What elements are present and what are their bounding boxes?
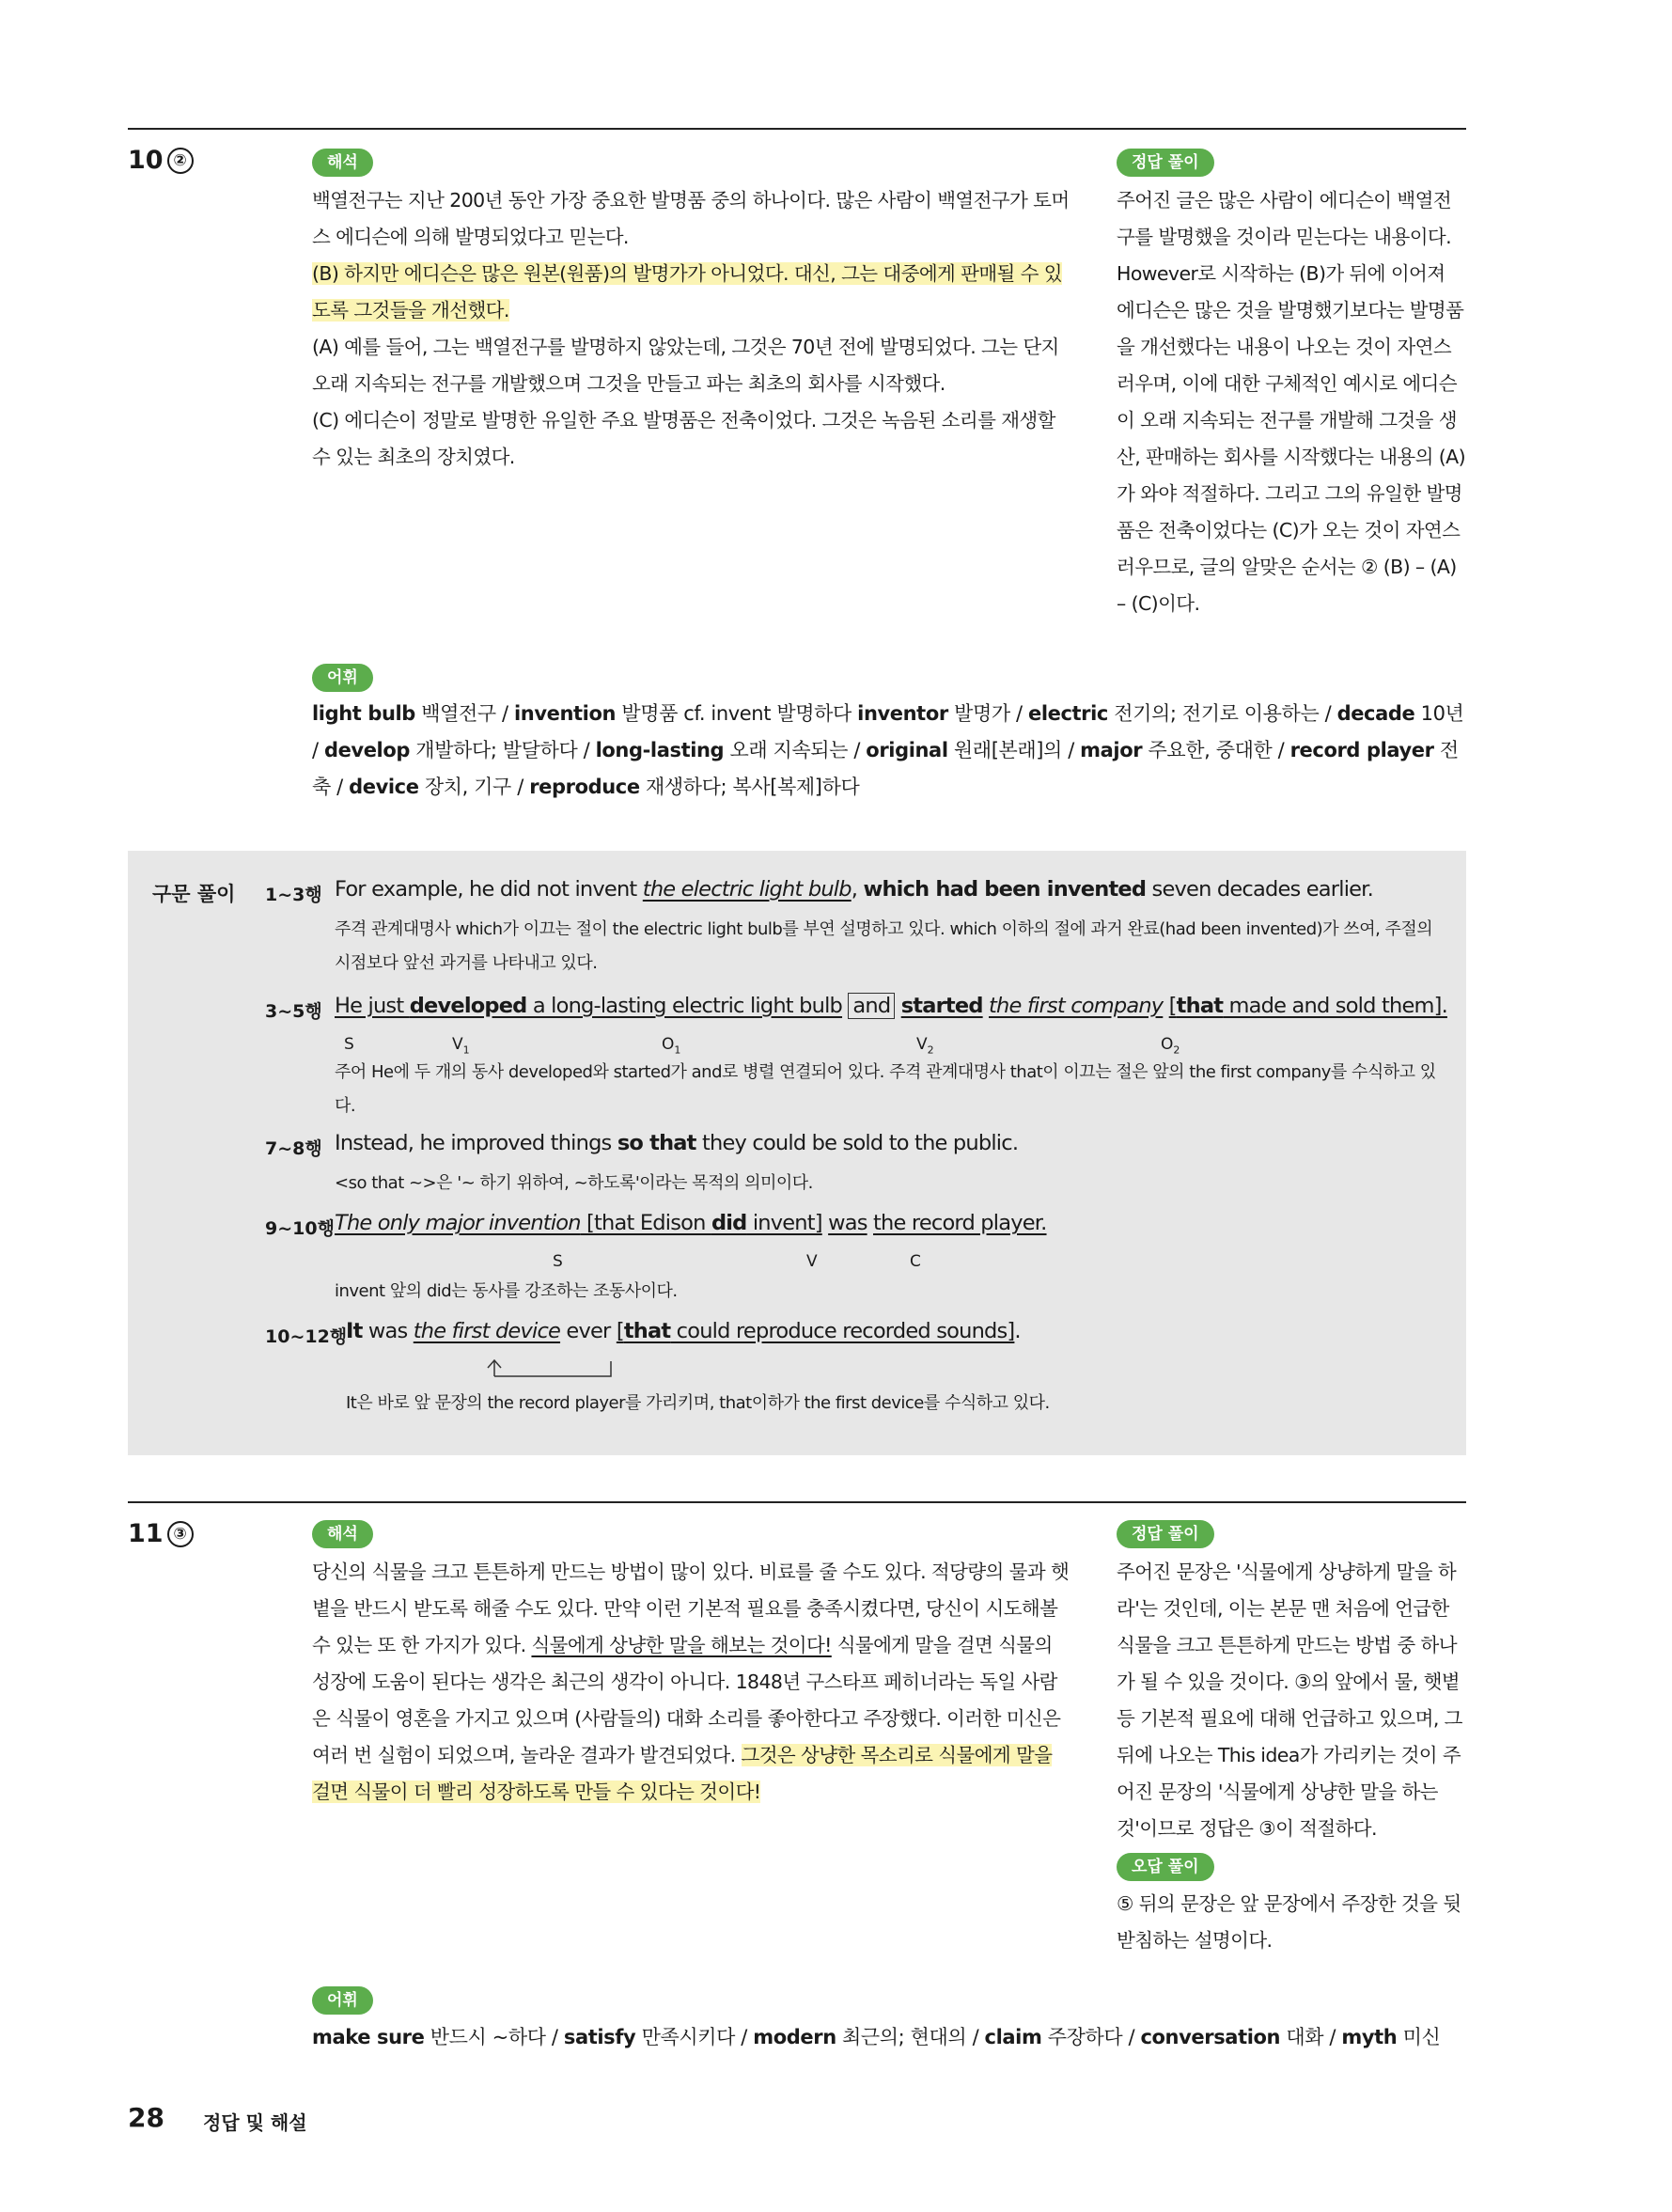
translation-text (312, 182, 1070, 476)
syntax-sentence: It was the first device ever [that could reproduce recorded sounds]. (346, 1319, 1021, 1343)
answer-explanation: 주어진 글은 많은 사람이 에디슨이 백열전구를 발명했을 것이라 믿는다는 내용이다. However로 시작하는 (B)가 뒤에 이어져 에디슨은 많은 것을 발명했기보다는 발명품을 개선했다는 내용이 나오는 것이 자연스러우며, 이에 대한 구체적인 예시로 에디슨이 오래 지속되는 전구를 개발해 그것을 생산, 판매하는 회사를 시작했다는 내용의 (A)가 와야 적절하다. 그리고 그의 유일한 발명품은 전축이었다는 (C)가 오는 것이 자연스러우므로, 글의 알맞은 순서는 ② (B) – (A) – (C)이다. (1117, 189, 1465, 615)
syntax-note: 주격 관계대명사 which가 이끄는 절이 the electric light bulb를 부연 설명하고 있다. which 이하의 절에 과거 완료(had been invented)가 쓰여, 주절의 시점보다 앞선 과거를 나타내고 있다. (335, 919, 1433, 973)
translation-paragraph: (A) 예를 들어, 그는 백열전구를 발명하지 않았는데, 그것은 70년 전에 발명되었다. 그는 단지 오래 지속되는 전구를 개발했으며 그것을 만들고 파는 최초의 회사를 시작했다. (312, 336, 1059, 395)
syntax-note: invent 앞의 did는 동사를 강조하는 조동사이다. (335, 1281, 678, 1301)
translation-paragraph: (C) 에디슨이 정말로 발명한 유일한 주요 발명품은 전축이었다. 그것은 녹음된 소리를 재생할 수 있는 최초의 장치였다. (312, 409, 1055, 468)
vocab-list: make sure 반드시 ~하다 / satisfy 만족시키다 / modern 최근의; 현대의 / claim 주장하다 / conversation 대화 / myth 미신 (312, 2026, 1441, 2048)
syntax-sentence: The only major invention [that Edison did invent] was the record player. (335, 1211, 1047, 1235)
syntax-note: 주어 He에 두 개의 동사 developed와 started가 and로 병렬 연결되어 있다. 주격 관계대명사 that이 이끄는 절은 앞의 the first company를 수식하고 있다. (335, 1062, 1436, 1116)
syntax-line-ref: 3~5행 (265, 1001, 322, 1022)
top-rule (128, 128, 1466, 130)
translation-label: 해석 (312, 149, 373, 177)
vocab-label: 어휘 (312, 664, 373, 692)
syntax-sentence: For example, he did not invent the electric light bulb, which had been invented seven decades earlier. (335, 877, 1373, 902)
question-number: 10 ② (128, 146, 194, 175)
translation-label: 해석 (312, 1520, 373, 1548)
translation-paragraph: 백열전구는 지난 200년 동안 가장 중요한 발명품 중의 하나이다. 많은 사람이 백열전구가 토머스 에디슨에 의해 발명되었다고 믿는다. (312, 189, 1070, 248)
syntax-sentence: He just developed a long-lasting electric light bulb and started the first company [that made and sold them]. (335, 994, 1447, 1018)
role-subject: S (553, 1252, 563, 1271)
syntax-note: <so that ~>은 '~ 하기 위하여, ~하도록'이라는 목적의 의미이다. (335, 1173, 813, 1193)
wrong-answer-explanation: ⑤ 뒤의 문장은 앞 문장에서 주장한 것을 뒷받침하는 설명이다. (1117, 1892, 1461, 1952)
role-verb2: $V_2$ (916, 1035, 934, 1057)
translation-paragraph: (B) 하지만 에디슨은 많은 원본(원품)의 발명가가 아니었다. 대신, 그는 대중에게 판매될 수 있도록 그것들을 개선했다. (312, 262, 1062, 322)
syntax-note: It은 바로 앞 문장의 the record player를 가리키며, that이하가 the first device를 수식하고 있다. (346, 1393, 1050, 1413)
middle-rule (128, 1501, 1466, 1503)
vocab-label: 어휘 (312, 1986, 373, 2015)
reference-arrow (476, 1354, 617, 1382)
role-object2: $O_2$ (1161, 1035, 1180, 1057)
wrong-answer-label: 오답 풀이 (1117, 1853, 1214, 1881)
role-verb: V (806, 1252, 818, 1271)
syntax-line-ref: 1~3행 (265, 885, 322, 905)
role-object1: $O_1$ (662, 1035, 681, 1057)
role-verb1: $V_1$ (452, 1035, 470, 1057)
page-number: 28 (128, 2102, 164, 2133)
footer-title: 정답 및 해설 (203, 2111, 307, 2134)
answer-explanation-label: 정답 풀이 (1117, 1520, 1214, 1548)
syntax-line-ref: 7~8행 (265, 1138, 322, 1159)
answer-badge: ② (167, 148, 194, 174)
translation-text: 당신의 식물을 크고 튼튼하게 만드는 방법이 많이 있다. 비료를 줄 수도 있다. 적당량의 물과 햇볕을 반드시 받도록 해줄 수도 있다. 만약 이런 기본적 필요를 충족시켰다면, 당신이 시도해볼 수 있는 또 한 가지가 있다. 식물에게 상냥한 말을 해보는 것이다! 식물에게 말을 걸면 식물의 성장에 도움이 된다는 생각은 최근의 생각이 아니다. 1848년 구스타프 페히너라는 독일 사람은 식물이 영혼을 가지고 있으며 (사람들의) 대화 소리를 좋아한다고 주장했다. 이러한 미신은 여러 번 실험이 되었으며, 놀라운 결과가 발견되었다. 그것은 상냥한 목소리로 식물에게 말을 걸면 식물이 더 빨리 성장하도록 만들 수 있다는 것이다! (312, 1561, 1070, 1803)
role-complement: C (910, 1252, 921, 1271)
syntax-line-ref: 9~10행 (265, 1218, 335, 1239)
syntax-box (128, 851, 1466, 1455)
answer-explanation: 주어진 문장은 '식물에게 상냥하게 말을 하라'는 것인데, 이는 본문 맨 처음에 언급한 식물을 크고 튼튼하게 만드는 방법 중 하나가 될 수 있을 것이다. ③의 앞에서 물, 햇볕 등 기본적 필요에 대해 언급하고 있으며, 그 뒤에 나오는 This idea가 가리키는 것이 주어진 문장의 '식물에게 상냥한 말을 하는 것'이므로 정답은 ③이 적절하다. (1117, 1561, 1462, 1840)
syntax-title: 구문 풀이 (152, 883, 236, 905)
vocab-list: light bulb 백열전구 / invention 발명품 cf. invent 발명하다 inventor 발명가 / electric 전기의; 전기로 이용하는 / decade 10년 / develop 개발하다; 발달하다 / long-lasting 오래 지속되는 / original 원래[본래]의 / major 주요한, 중대한 / record player 전축 / device 장치, 기구 / reproduce 재생하다; 복사[복제]하다 (312, 702, 1464, 798)
answer-explanation-label: 정답 풀이 (1117, 149, 1214, 177)
syntax-sentence: Instead, he improved things so that they could be sold to the public. (335, 1131, 1019, 1155)
question-number: 11 ③ (128, 1519, 194, 1548)
answer-badge: ③ (167, 1521, 194, 1547)
syntax-line-ref: 10~12행 (265, 1326, 348, 1347)
role-subject: S (344, 1035, 354, 1054)
